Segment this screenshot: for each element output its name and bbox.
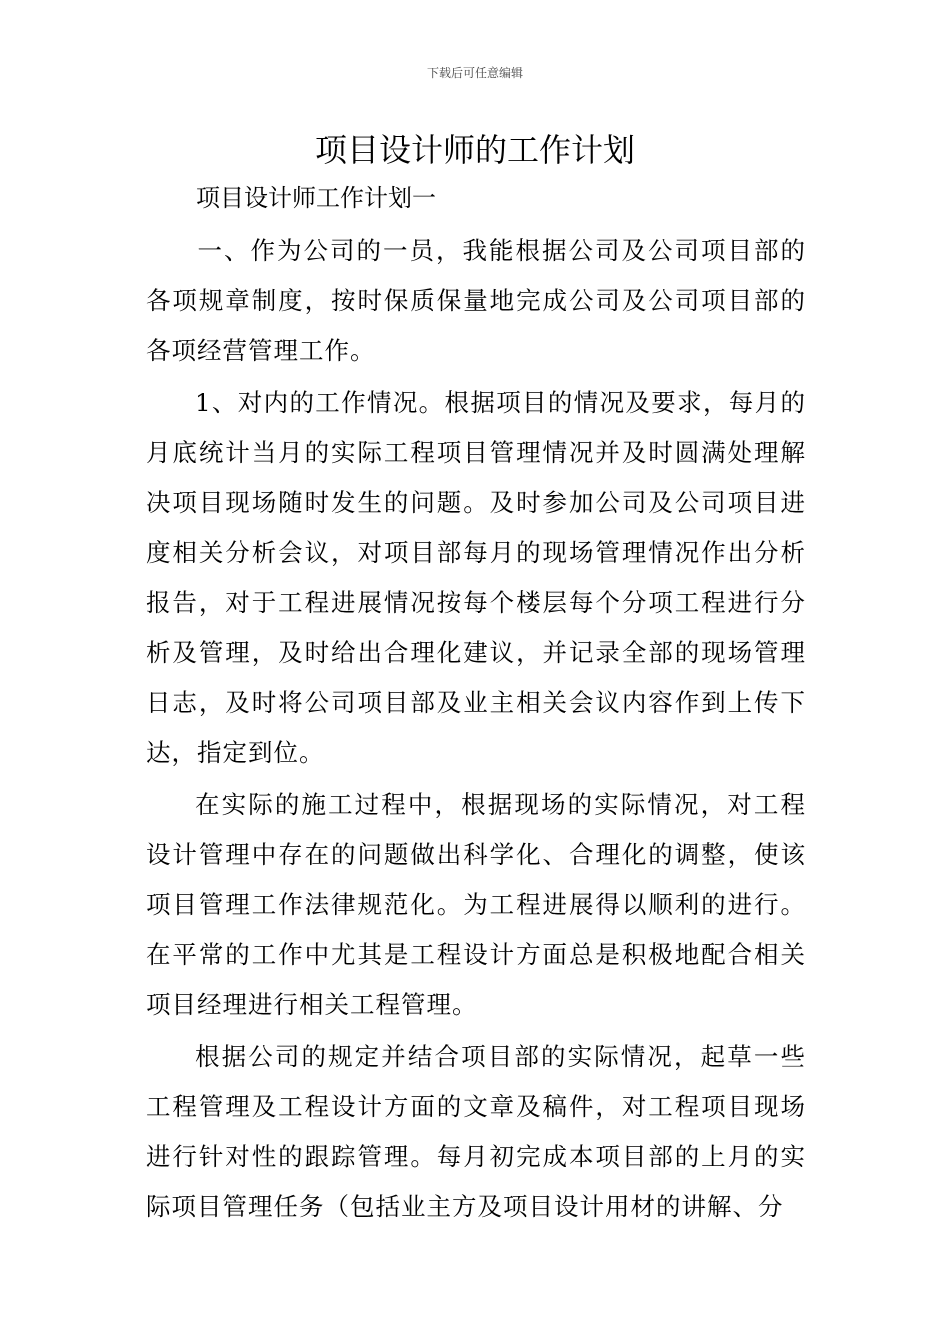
paragraph: 1、对内的工作情况。根据项目的情况及要求，每月的月底统计当月的实际工程项目管理情况并及时圆满处理解决项目现场随时发生的问题。及时参加公司及公司项目进度相关分析会议，对项目部每月的现场管理情况作出分析报告，对于工程进展情况按每个楼层每个分项工程进行分析及管理，及时给出合理化建议，并记录全部的现场管理日志，及时将公司项目部及业主相关会议内容作到上传下达，指定到位。 bbox=[146, 388, 806, 767]
document-body bbox=[146, 226, 806, 1232]
paragraph: 在实际的施工过程中，根据现场的实际情况，对工程设计管理中存在的问题做出科学化、合理化的调整，使该项目管理工作法律规范化。为工程进展得以顺利的进行。在平常的工作中尤其是工程设计方面总是积极地配合相关项目经理进行相关工程管理。 bbox=[146, 790, 806, 1019]
header-note: 下载后可任意编辑 bbox=[426, 66, 523, 80]
document-title: 项目设计师的工作计划 bbox=[314, 131, 635, 169]
paragraph: 一、作为公司的一员，我能根据公司及公司项目部的各项规章制度，按时保质保量地完成公司及公司项目部的各项经营管理工作。 bbox=[146, 236, 806, 365]
paragraph: 根据公司的规定并结合项目部的实际情况，起草一些工程管理及工程设计方面的文章及稿件，对工程项目现场进行针对性的跟踪管理。每月初完成本项目部的上月的实际项目管理任务（包括业主方及项目设计用材的讲解、分 bbox=[146, 1042, 806, 1221]
document-subtitle: 项目设计师工作计划一 bbox=[196, 184, 436, 212]
